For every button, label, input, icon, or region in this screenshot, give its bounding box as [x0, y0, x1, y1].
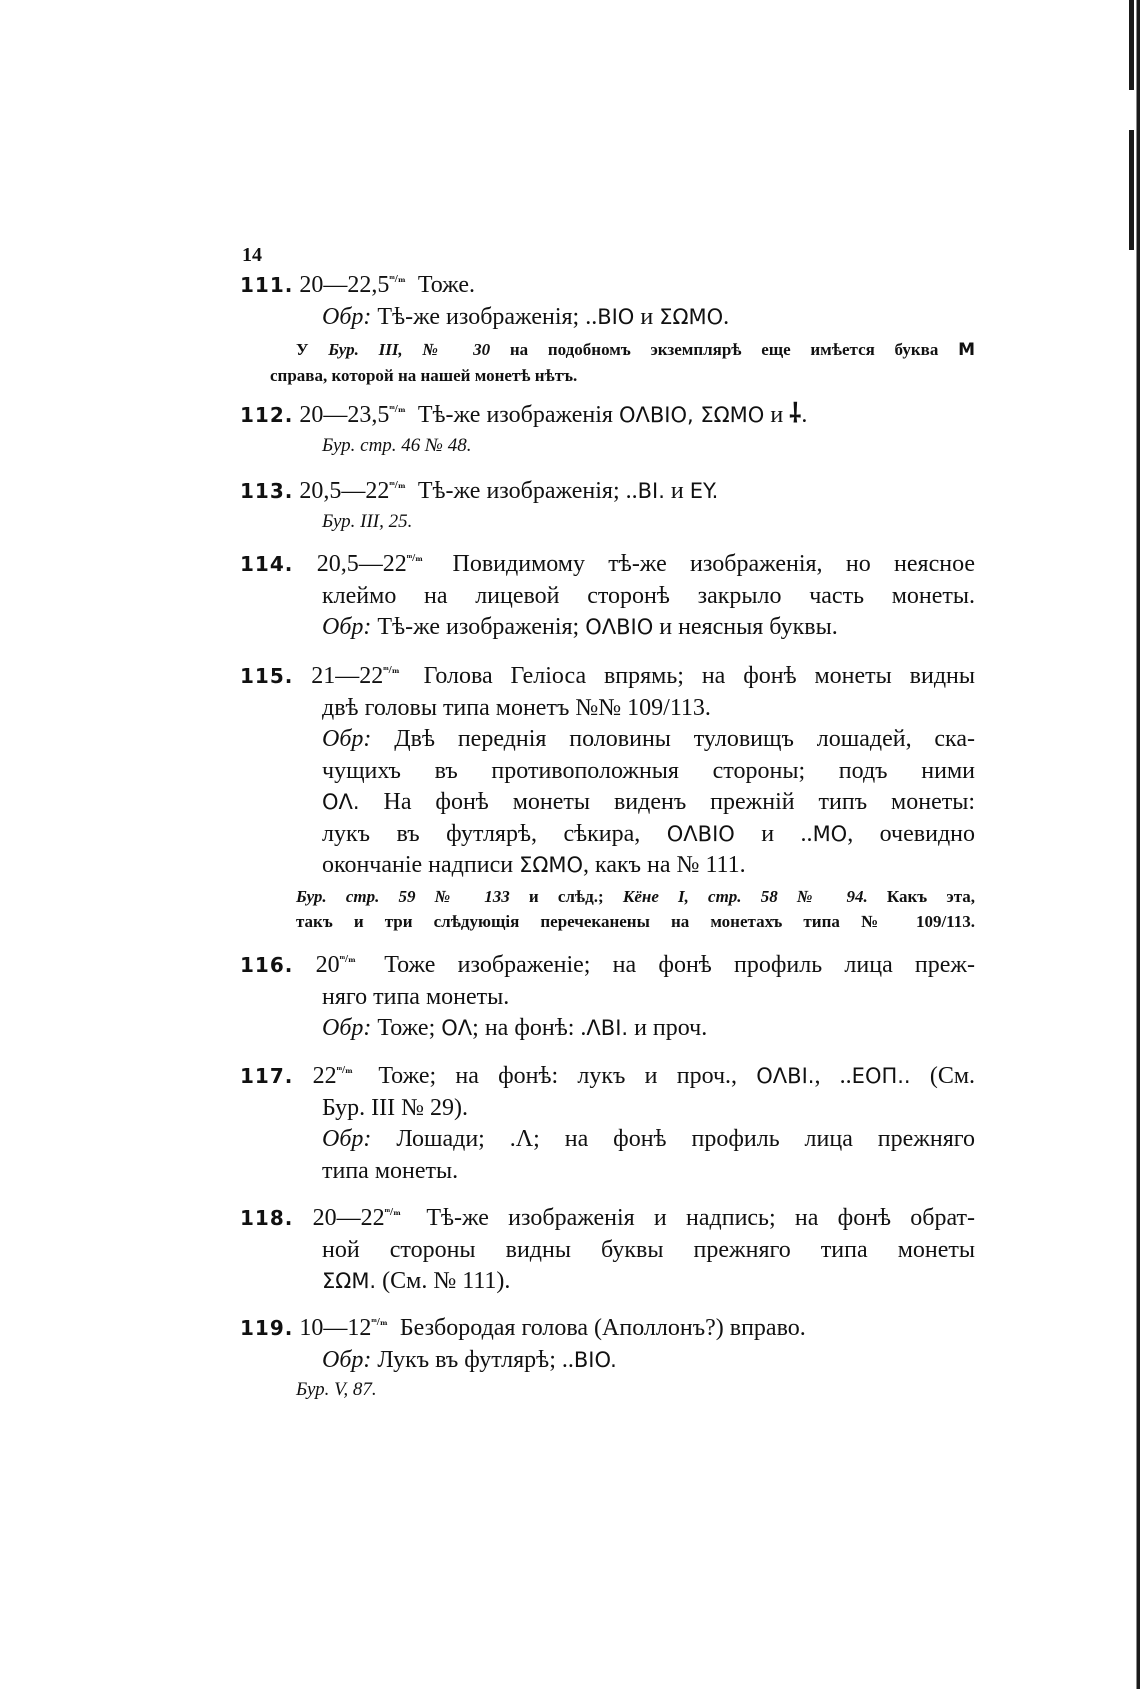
reverse-text: и неясныя буквы.: [653, 614, 838, 640]
entry-118: [240, 1197, 975, 1298]
size-unit: ᵐ/ₘ: [339, 953, 357, 965]
entry-number: 115.: [240, 664, 294, 688]
entry-obverse: .: [801, 402, 808, 428]
entry-112: [240, 394, 975, 460]
entry-size: 20: [315, 952, 340, 978]
entry-size: 20,5—22: [299, 478, 390, 504]
entry-obverse: Безбородая голова (Аполлонъ?) вправо.: [399, 1315, 806, 1341]
page-edge-mark: [1129, 130, 1134, 250]
reverse-text: Двѣ переднія половины туловищъ лошадей, ска-: [371, 726, 975, 752]
entry-obverse: Тѣ-же изображенія и надпись; на фонѣ обрат-: [426, 1205, 976, 1231]
entry-obverse: и: [764, 402, 790, 428]
reverse-text: .: [723, 303, 730, 330]
reverse-text: чущихъ въ противоположныя стороны; подъ ними: [322, 757, 975, 784]
entry-number: 112.: [240, 403, 294, 427]
reverse-label: Обр:: [322, 1126, 372, 1152]
entry-size: 10—12: [299, 1315, 372, 1341]
entry-obverse: двѣ головы типа монетъ №№ 109/113.: [322, 694, 711, 721]
bibliographic-ref: Бур. III, 25.: [322, 510, 413, 532]
entry-obverse: Тоже изображеніе; на фонѣ профиль лица преж-: [384, 952, 975, 978]
legend-text: ΟΛ: [441, 1016, 473, 1040]
legend-text: BIO: [597, 304, 635, 329]
reverse-text: Тѣ-же изображенія; ..: [377, 303, 598, 330]
entry-size: 20—23,5: [299, 402, 390, 428]
entry-119: [240, 1307, 975, 1404]
legend-text: ΟΛΒΙΟ: [666, 821, 735, 846]
footnote-text: У: [296, 340, 329, 359]
bibliographic-ref: Бур. V, 87.: [296, 1379, 377, 1400]
reverse-text: окончаніе надписи: [322, 852, 520, 878]
bibliographic-ref: Кёне I, стр. 58 № 94.: [622, 886, 868, 906]
entry-116: [240, 944, 975, 1045]
entry-obverse: и: [664, 478, 690, 504]
reverse-label: Обр:: [322, 614, 372, 640]
entry-115: [240, 655, 975, 934]
size-unit: ᵐ/ₘ: [406, 552, 424, 564]
entry-obverse: Голова Геліоса впрямь; на фонѣ монеты видны: [423, 663, 976, 689]
entry-obverse: ной стороны видны буквы прежняго типа монеты: [322, 1236, 975, 1263]
entry-size: 20,5—22: [316, 551, 407, 577]
entry-obverse: Тѣ-же изображенія: [417, 402, 619, 428]
reverse-text: лукъ въ футлярѣ, сѣкира,: [322, 820, 667, 847]
reverse-text: ; на фонѣ: .: [472, 1015, 587, 1041]
entry-obverse: (См.: [910, 1063, 976, 1089]
legend-text: ΟΛ.: [322, 790, 360, 814]
reverse-text: и проч.: [628, 1015, 708, 1041]
legend-text: ΟΛΒΙΟ: [585, 615, 654, 639]
legend-text: EY.: [689, 479, 719, 503]
footnote-text: и слѣд.;: [509, 886, 623, 906]
entry-111: [240, 264, 975, 388]
entry-number: 116.: [240, 953, 294, 977]
entry-obverse: Повидимому тѣ-же изображенія, но неясное: [452, 551, 976, 577]
legend-text: ΛBI.: [586, 1016, 629, 1040]
reverse-text: Лукъ въ футлярѣ; ..: [371, 1346, 574, 1373]
entry-113: [240, 470, 975, 536]
reverse-text: Лошади; .Λ; на фонѣ профиль лица прежняго: [371, 1126, 975, 1152]
entry-obverse: Бур. III № 29).: [322, 1094, 469, 1121]
legend-text: ΣΩΜΟ: [659, 304, 724, 329]
entry-obverse: Тоже; на фонѣ: лукъ и проч.,: [378, 1063, 757, 1089]
legend-text: ΕΟΠ..: [851, 1064, 911, 1088]
size-unit: ᵐ/ₘ: [389, 479, 406, 491]
size-unit: ᵐ/ₘ: [336, 1064, 354, 1076]
legend-text: BI.: [637, 479, 665, 503]
monogram-symbol: ⸸: [789, 399, 802, 429]
reverse-text: и ..: [734, 820, 813, 847]
entry-114: [240, 543, 975, 644]
entry-obverse: няго типа монеты.: [322, 983, 510, 1010]
reverse-label: Обр:: [322, 1346, 372, 1373]
bibliographic-ref: Бур. стр. 59 № 133: [296, 886, 510, 906]
page-number: 14: [242, 244, 262, 266]
entry-obverse: , ..: [814, 1063, 852, 1089]
legend-text: ΣΩΜ.: [322, 1269, 377, 1293]
legend-text: ΟΛΒΙΟ, ΣΩΜΟ: [618, 403, 765, 427]
entry-number: 111.: [240, 273, 294, 297]
footnote: справа, которой на нашей монетѣ нѣтъ.: [270, 366, 578, 385]
legend-text: ΣΩΜΟ: [519, 853, 584, 877]
legend-text: ΟΛΒΙ.: [756, 1064, 815, 1088]
entry-number: 117.: [240, 1064, 294, 1088]
entry-size: 20—22,5: [299, 272, 390, 298]
reverse-text: , какъ на № 111.: [583, 852, 746, 878]
entry-number: 119.: [240, 1316, 294, 1340]
legend-text: ΜΟ: [812, 821, 848, 846]
page-edge-mark: [1129, 0, 1134, 90]
legend-text: М: [958, 340, 975, 360]
entry-117: [240, 1055, 975, 1187]
size-unit: ᵐ/ₘ: [383, 664, 400, 676]
reverse-label: Обр:: [322, 726, 372, 752]
reverse-text: Тоже;: [371, 1015, 442, 1041]
entry-number: 114.: [240, 552, 294, 576]
footnote-text: на подобномъ экземплярѣ еще имѣется буква: [490, 340, 959, 359]
footnote: [240, 884, 975, 909]
entry-size: 22: [312, 1063, 337, 1089]
entry-obverse: (См. № 111).: [376, 1268, 511, 1294]
reverse-text: Тѣ-же изображенія;: [371, 614, 586, 640]
bibliographic-ref: Бур. стр. 46 № 48.: [322, 434, 472, 456]
size-unit: ᵐ/ₘ: [384, 1206, 402, 1218]
reverse-text: , очевидно: [847, 820, 976, 847]
entry-number: 113.: [240, 479, 294, 503]
reverse-label: Обр:: [322, 303, 372, 330]
reverse-label: Обр:: [322, 1015, 372, 1041]
size-unit: ᵐ/ₘ: [389, 403, 406, 415]
reverse-text: типа монеты.: [322, 1157, 459, 1184]
reverse-text: и: [634, 303, 660, 330]
reverse-text: На фонѣ монеты виденъ прежній типъ монеты:: [359, 789, 975, 815]
bibliographic-ref: Бур. III, № 30: [328, 340, 491, 359]
entry-obverse: Тѣ-же изображенія; ..: [417, 478, 638, 504]
entry-obverse: клеймо на лицевой сторонѣ закрыло часть монеты.: [322, 582, 975, 609]
page-edge-line: [1134, 0, 1140, 1689]
legend-text: BIO.: [573, 1347, 617, 1372]
entry-size: 20—22: [312, 1205, 385, 1231]
entry-number: 118.: [240, 1206, 294, 1230]
footnote: [240, 337, 975, 363]
size-unit: ᵐ/ₘ: [389, 273, 406, 285]
size-unit: ᵐ/ₘ: [371, 1316, 388, 1328]
entry-size: 21—22: [311, 663, 384, 689]
footnote-text: Какъ эта,: [867, 886, 976, 906]
footnote: такъ и три слѣдующія перечеканены на монетахъ типа № 109/113.: [296, 911, 975, 931]
entry-obverse: Тоже.: [417, 272, 476, 298]
